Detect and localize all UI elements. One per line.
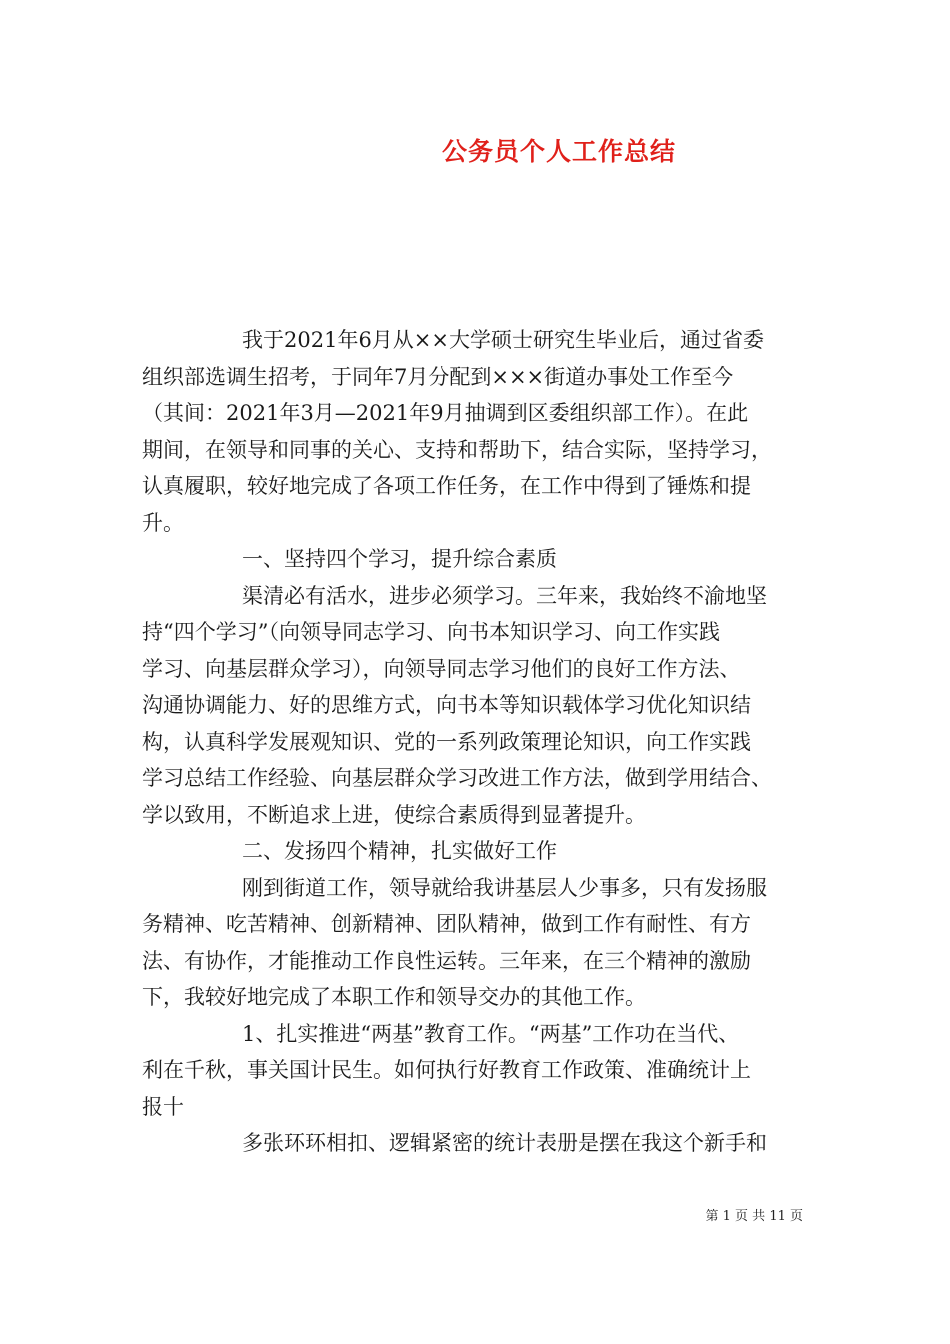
section-heading: 二、发扬四个精神，扎实做好工作 (242, 839, 557, 863)
paragraph-line: 刚到街道工作，领导就给我讲基层人少事多，只有发扬服 (242, 875, 767, 900)
paragraph-line: 认真履职，较好地完成了各项工作任务，在工作中得到了锤炼和提 (142, 474, 751, 498)
paragraph-line: 多张环环相扣、逻辑紧密的统计表册是摆在我这个新手和 (242, 1131, 767, 1155)
paragraph-line: 期间，在领导和同事的关心、支持和帮助下，结合实际，坚持学习， (142, 437, 772, 462)
paragraph-line: 沟通协调能力、好的思维方式，向书本等知识载体学习优化知识结 (142, 693, 751, 717)
paragraph-line: 持“四个学习”（向领导同志学习、向书本知识学习、向工作实践 (142, 620, 720, 644)
paragraph-line: 务精神、吃苦精神、创新精神、团队精神，做到工作有耐性、有方 (142, 912, 751, 936)
section-heading: 一、坚持四个学习，提升综合素质 (242, 547, 557, 571)
paragraph-line: （其间：2021年3月—2021年9月抽调到区委组织部工作）。在此 (142, 401, 749, 425)
paragraph-line: 学以致用，不断追求上进，使综合素质得到显著提升。 (142, 802, 646, 827)
paragraph-line: 升。 (142, 510, 184, 535)
paragraph-line: 1、扎实推进“两基”教育工作。“两基”工作功在当代、 (242, 1021, 740, 1046)
page-number: 第 1 页 共 11 页 (705, 1209, 803, 1224)
document-body (142, 322, 832, 1162)
paragraph-line: 构，认真科学发展观知识、党的一系列政策理论知识，向工作实践 (142, 729, 751, 754)
paragraph-line: 下，我较好地完成了本职工作和领导交办的其他工作。 (142, 985, 646, 1009)
paragraph-line: 学习总结工作经验、向基层群众学习改进工作方法，做到学用结合、 (142, 766, 772, 790)
paragraph-line: 组织部选调生招考，于同年7月分配到×××街道办事处工作至今 (142, 364, 734, 389)
paragraph-line: 学习、向基层群众学习），向领导同志学习他们的良好工作方法、 (142, 656, 741, 681)
paragraph-line: 渠清必有活水，进步必须学习。三年来，我始终不渝地坚 (242, 583, 767, 608)
paragraph-line: 利在千秋，事关国计民生。如何执行好教育工作政策、准确统计上 (142, 1058, 751, 1082)
document-title: 公务员个人工作总结 (441, 137, 676, 166)
paragraph-line: 报十 (142, 1094, 184, 1119)
paragraph-line: 我于2021年6月从××大学硕士研究生毕业后，通过省委 (242, 328, 764, 352)
paragraph-line: 法、有协作，才能推动工作良性运转。三年来，在三个精神的激励 (142, 948, 751, 973)
